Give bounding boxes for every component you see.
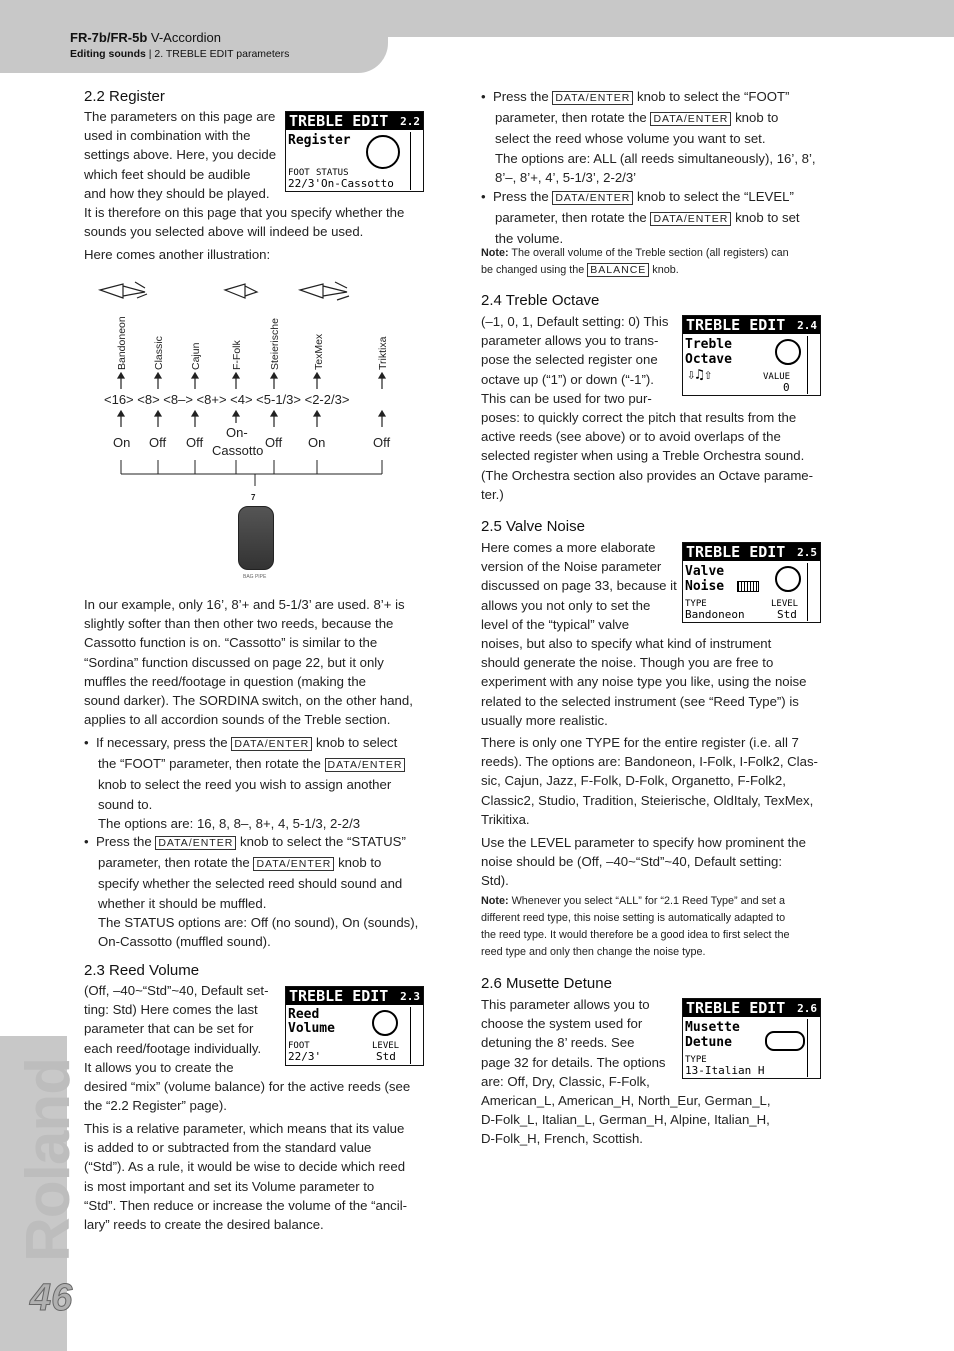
section-2-4-intro: (–1, 0, 1, Default setting: 0) This parameter allows you to trans- pose the selected register one octave up (“1”) or down (“-1”). This can be used for two pur-: [481, 314, 669, 406]
bullet-foot: • If necessary, press the DATA/ENTER knob to select the “FOOT” parameter, then rotate the DATA/ENTER knob to select the reed you wish to assign another sound to. The options are: 16, 8, 8–, 8+, 4, 5-1/3, 2-2/3: [84, 733, 405, 833]
note-balance: Note: The overall volume of the Treble section (all registers) can be changed using the BALANCE knob.: [481, 247, 789, 276]
knob-icon: [372, 1010, 398, 1036]
note-noise: Note: Whenever you select “ALL” for “2.1 Reed Type” and set a different reed type, this noise setting is automatically adapted to the reed type. It would therefore be a good idea to first select the reed type and only then change the noise type.: [481, 895, 790, 958]
bullet-foot-volume: • Press the DATA/ENTER knob to select the “FOOT” parameter, then rotate the DATA/ENTER knob to select the reed whose volume you want to set. The options are: ALL (all reeds simultaneously), 16’, 8’, 8’–, 8’+, 4’, 5-1/3’, 2-2/3’: [481, 89, 816, 185]
detune-reeds-icon: [765, 1031, 805, 1051]
lcd-register: TREBLE EDIT 2.2 Register FOOT STATUS 22/3' On-Cassotto: [285, 111, 424, 192]
section-2-5-cont: noises, but also to specify what kind of instrument should generate the noise. Though you are free to experiment with any noise type you like, using the noise related to the selected instrument (see “Reed Type”) is usually more realistic.: [481, 636, 807, 728]
section-2-2-cont: It is therefore on this page that you specify whether the sounds you selected above will indeed be used.: [84, 205, 405, 240]
reed-diagram-icon: [366, 135, 400, 169]
example-paragraph: In our example, only 16’, 8’+ and 5-1/3’ are used. 8’+ is slightly softer than then other two reeds, because the Cassotto function is on. “Cassotto” is similar to the “Sordina” function discussed on page 22, but it only muffles the reed/footage in question (making the sound darker). The SORDINA switch, on the other hand, applies to all accordion sounds of the Treble section.: [84, 597, 413, 728]
feet-label: <16> <8> <8–> <8+> <4> <5-1/3> <2-2/3>: [104, 392, 350, 407]
section-2-3-title: 2.3 Reed Volume: [84, 962, 200, 979]
section-2-2-intro: The parameters on this page are used in combination with the settings above. Here, you decide which feet should be audible and how they should be played.: [84, 109, 277, 201]
scrollbar: [807, 1019, 819, 1077]
section-2-2-title: 2.2 Register: [84, 88, 165, 105]
reed-label: F-Folk: [231, 340, 243, 370]
register-button-icon: [238, 506, 274, 570]
section-2-5-level: Use the LEVEL parameter to specify how prominent the noise should be (Off, –40~“Std”~40, Default setting: Std).: [481, 835, 806, 889]
scrollbar: [807, 336, 819, 394]
illustration-arrows: [110, 372, 400, 488]
section-2-4-title: 2.4 Treble Octave: [481, 292, 600, 309]
valve-icon: [737, 581, 759, 592]
reed-label: Classic: [153, 336, 165, 370]
breadcrumb: Editing sounds | 2. TREBLE EDIT parameters: [70, 48, 290, 60]
state-label: On: [308, 435, 326, 450]
section-2-4-cont: poses: to quickly correct the pitch that results from the active reeds (see above) or to avoid overlaps of the selected register when using a Treble Orchestra sound. (The Orchestra section also provides an Octave parame- ter.): [481, 410, 814, 502]
scrollbar: [410, 1007, 422, 1064]
illustration-caption: Here comes another illustration:: [84, 247, 271, 262]
state-label: On-: [226, 425, 248, 440]
section-2-5-type: There is only one TYPE for the entire register (i.e. all 7 reeds). The options are: Bandoneon, I-Folk, I-Folk2, Clas- sic, Cajun, Jazz, F-Folk, D-Folk, Organetto, F-Folk2, Classic2, Studio, Tradition, Steierische, OldItaly, TexMex, Trikitixa.: [481, 735, 818, 827]
lcd-musette-detune: TREBLE EDIT 2.6 Musette Detune TYPE 13-Italian H: [682, 998, 821, 1079]
section-2-3-intro: (Off, –40~“Std”~40, Default set- ting: Std) Here comes the last parameter that can be set for each reed/footage individually. It allows you to create the: [84, 983, 269, 1075]
section-2-6-title: 2.6 Musette Detune: [481, 975, 612, 992]
state-label: Off: [373, 435, 391, 450]
button-caption: BAG PIPE: [243, 574, 267, 580]
state-label: Off: [265, 435, 283, 450]
knob-icon: [775, 339, 801, 365]
section-2-6-cont: American_L, American_H, North_Eur, German_L, D-Folk_L, Italian_L, German_H, Alpine, Italian_H, D-Folk_H, French, Scottish.: [481, 1093, 771, 1147]
reed-label: Triktixa: [377, 336, 389, 370]
reed-label: Steierische: [269, 318, 281, 370]
knob-icon: [775, 566, 801, 592]
lcd-treble-octave: TREBLE EDIT 2.4 Treble Octave ⇩♫⇧ VALUE 0: [682, 315, 821, 396]
scrollbar: [807, 563, 819, 621]
section-2-5-title: 2.5 Valve Noise: [481, 518, 585, 535]
lcd-reed-volume: TREBLE EDIT 2.3 Reed Volume FOOT LEVEL 22/3' Std: [285, 986, 424, 1066]
reed-label: Bandoneon: [116, 316, 128, 370]
state-label: On: [113, 435, 131, 450]
product-title: FR-7b/FR-5b V-Accordion: [70, 30, 221, 45]
section-2-3-cont: desired “mix” (volume balance) for the active reeds (see the “2.2 Register” page).: [84, 1079, 411, 1114]
section-2-6-intro: This parameter allows you to choose the system used for detuning the 8’ reeds. See page 32 for details. The options are: Off, Dry, Classic, F-Folk,: [481, 997, 666, 1089]
lcd-valve-noise: TREBLE EDIT 2.5 Valve Noise TYPE LEVEL Bandoneon Std: [682, 542, 821, 623]
state-label: Off: [149, 435, 167, 450]
scrollbar: [410, 132, 422, 190]
octave-notes-icon: ⇩♫⇧: [687, 367, 713, 383]
state-label: Off: [186, 435, 204, 450]
section-2-3-relative: This is a relative parameter, which means that its value is added to or subtracted from the standard value (“Std”). As a rule, it would be wise to decide which reed is most important and set its Volume parameter to “Std”. Then reduce or increase the volume of the “ancil- lary” reeds to create the desired balance.: [84, 1121, 408, 1233]
brand-logo: Roland: [14, 1057, 83, 1262]
bullet-status: • Press the DATA/ENTER knob to select the “STATUS” parameter, then rotate the DATA/ENTER knob to specify whether the selected reed should sound and whether it should be muffled. The STATUS options are: Off (no sound), On (sounds), On-Cassotto (muffled sound).: [84, 834, 419, 950]
reed-label: Cajun: [190, 342, 202, 370]
section-2-5-intro: Here comes a more elaborate version of the Noise parameter discussed on page 33, because it allows you not only to set the level of the “typical” valve: [481, 540, 677, 632]
page-number: 46: [30, 1277, 73, 1319]
register-symbols-icon: [95, 278, 395, 306]
bullet-level: • Press the DATA/ENTER knob to select the “LEVEL” parameter, then rotate the DATA/ENTER knob to set the volume.: [481, 189, 800, 247]
button-number: 7: [251, 493, 256, 502]
reed-label: TexMex: [313, 333, 325, 370]
state-label: Cassotto: [212, 443, 264, 458]
